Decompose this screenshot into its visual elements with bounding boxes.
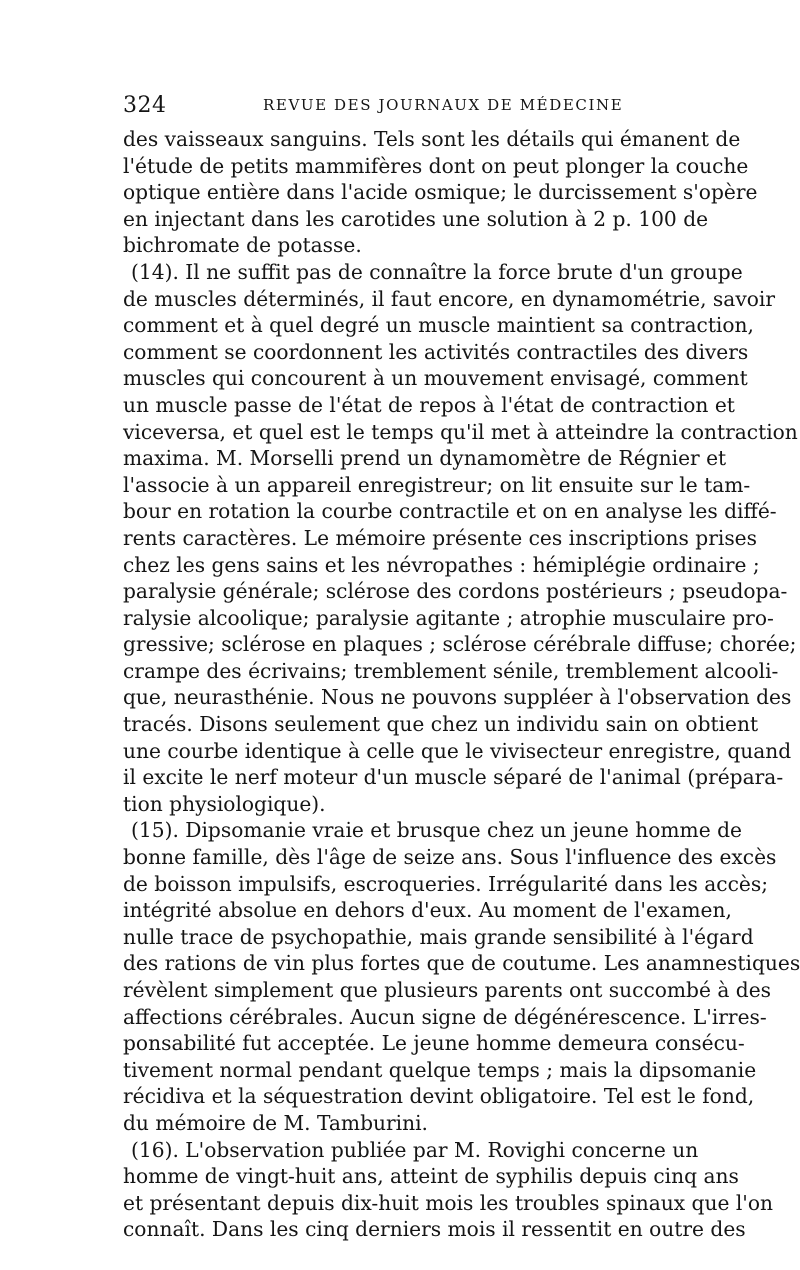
text-line: l'associe à un appareil enregistreur; on lit ensuite sur le tam-: [123, 472, 751, 497]
text-line: bonne famille, dès l'âge de seize ans. Sous l'influence des excès: [123, 845, 777, 870]
text-line: de muscles déterminés, il faut encore, en dynamométrie, savoir: [123, 286, 775, 311]
text-line: (16). L'observation publiée par M. Rovighi concerne un: [131, 1137, 699, 1162]
page-header: [123, 93, 683, 121]
text-line: de boisson impulsifs, escroqueries. Irrégularité dans les accès;: [123, 871, 769, 896]
text-line: nulle trace de psychopathie, mais grande sensibilité à l'égard: [123, 924, 754, 949]
text-line: bour en rotation la courbe contractile et on en analyse les diffé-: [123, 499, 777, 524]
text-line: viceversa, et quel est le temps qu'il met à atteindre la contraction: [123, 419, 798, 444]
text-line: récidiva et la séquestration devint obligatoire. Tel est le fond,: [123, 1084, 755, 1109]
text-line: gressive; sclérose en plaques ; sclérose cérébrale diffuse; chorée;: [123, 632, 797, 657]
text-line: affections cérébrales. Aucun signe de dégénérescence. L'irres-: [123, 1004, 767, 1029]
text-line: comment et à quel degré un muscle maintient sa contraction,: [123, 313, 754, 338]
text-line: rents caractères. Le mémoire présente ces inscriptions prises: [123, 525, 757, 550]
text-line: (15). Dipsomanie vraie et brusque chez un jeune homme de: [131, 818, 742, 843]
text-line: ponsabilité fut acceptée. Le jeune homme demeura consécu-: [123, 1031, 745, 1056]
text-line: comment se coordonnent les activités contractiles des divers: [123, 339, 749, 364]
text-line: optique entière dans l'acide osmique; le durcissement s'opère: [123, 180, 758, 205]
page-number: 324: [123, 93, 167, 118]
text-line: chez les gens sains et les névropathes : hémiplégie ordinaire ;: [123, 552, 760, 577]
text-line: que, neurasthénie. Nous ne pouvons suppléer à l'observation des: [123, 685, 792, 710]
text-line: révèlent simplement que plusieurs parents ont succombé à des: [123, 978, 772, 1002]
text-line: il excite le nerf moteur d'un muscle séparé de l'animal (prépara-: [123, 765, 784, 790]
text-line: une courbe identique à celle que le vivisecteur enregistre, quand: [123, 738, 792, 763]
text-line: des vaisseaux sanguins. Tels sont les détails qui émanent de: [123, 127, 741, 151]
text-line: crampe des écrivains; tremblement sénile, tremblement alcooli-: [123, 658, 779, 683]
text-line: muscles qui concourent à un mouvement envisagé, comment: [123, 366, 748, 391]
text-line: des rations de vin plus fortes que de coutume. Les anamnestiques: [123, 951, 800, 976]
text-line: maxima. M. Morselli prend un dynamomètre de Régnier et: [123, 446, 727, 471]
text-line: connaît. Dans les cinq derniers mois il ressentit en outre des: [123, 1217, 746, 1242]
text-line: l'étude de petits mammifères dont on peut plonger la couche: [123, 153, 749, 178]
text-line: tracés. Disons seulement que chez un individu sain on obtient: [123, 712, 759, 737]
text-line: homme de vingt-huit ans, atteint de syphilis depuis cinq ans: [123, 1164, 739, 1189]
text-line: en injectant dans les carotides une solution à 2 p. 100 de: [123, 206, 709, 231]
text-line: un muscle passe de l'état de repos à l'état de contraction et: [123, 392, 735, 417]
text-line: ralysie alcoolique; paralysie agitante ; atrophie musculaire pro-: [123, 605, 774, 630]
body-text: [123, 126, 800, 1243]
text-line: tion physiologique).: [123, 791, 326, 816]
text-line: intégrité absolue en dehors d'eux. Au moment de l'examen,: [123, 898, 732, 923]
running-title: REVUE DES JOURNAUX DE MÉDECINE: [263, 96, 624, 114]
text-line: tivement normal pendant quelque temps ; mais la dipsomanie: [123, 1057, 757, 1082]
text-line: du mémoire de M. Tamburini.: [123, 1110, 428, 1135]
text-line: paralysie générale; sclérose des cordons postérieurs ; pseudopa-: [123, 579, 788, 604]
text-line: (14). Il ne suffit pas de connaître la force brute d'un groupe: [131, 259, 743, 284]
text-line: bichromate de potasse.: [123, 233, 362, 258]
text-line: et présentant depuis dix-huit mois les troubles spinaux que l'on: [123, 1190, 773, 1215]
